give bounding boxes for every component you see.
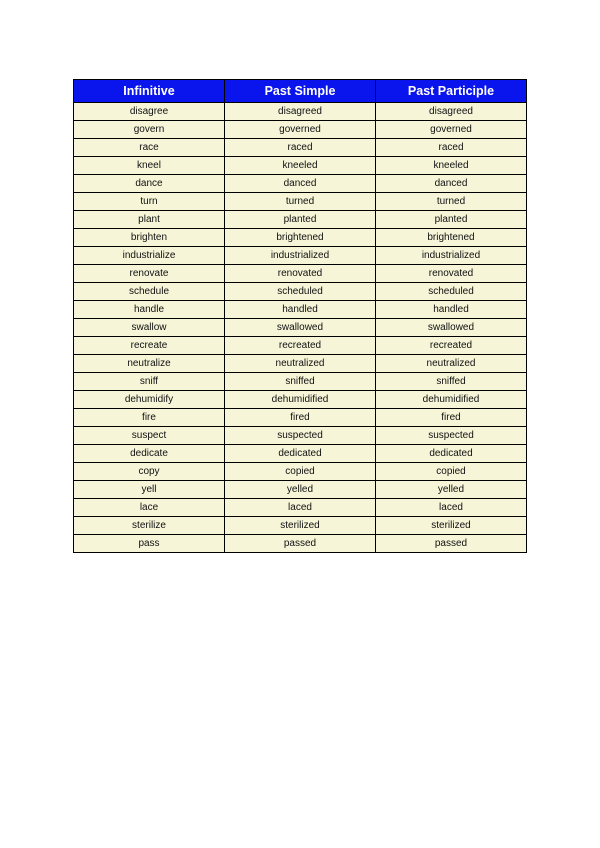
table-row bbox=[74, 373, 527, 391]
past-participle-cell: dedicated bbox=[376, 445, 527, 463]
infinitive-cell: dance bbox=[74, 175, 225, 193]
infinitive-cell: sniff bbox=[74, 373, 225, 391]
table-row bbox=[74, 337, 527, 355]
past-participle-cell: sterilized bbox=[376, 517, 527, 535]
past-simple-cell: raced bbox=[225, 139, 376, 157]
past-simple-cell: dedicated bbox=[225, 445, 376, 463]
past-simple-cell: laced bbox=[225, 499, 376, 517]
header-row bbox=[74, 80, 527, 103]
infinitive-cell: pass bbox=[74, 535, 225, 553]
infinitive-cell: brighten bbox=[74, 229, 225, 247]
table-row bbox=[74, 301, 527, 319]
table-row bbox=[74, 517, 527, 535]
infinitive-cell: dehumidify bbox=[74, 391, 225, 409]
past-simple-cell: industrialized bbox=[225, 247, 376, 265]
table-row bbox=[74, 265, 527, 283]
past-simple-cell: recreated bbox=[225, 337, 376, 355]
past-participle-cell: passed bbox=[376, 535, 527, 553]
past-participle-cell: kneeled bbox=[376, 157, 527, 175]
past-simple-cell: planted bbox=[225, 211, 376, 229]
past-participle-cell: handled bbox=[376, 301, 527, 319]
past-simple-cell: brightened bbox=[225, 229, 376, 247]
infinitive-cell: plant bbox=[74, 211, 225, 229]
past-participle-cell: industrialized bbox=[376, 247, 527, 265]
past-participle-cell: scheduled bbox=[376, 283, 527, 301]
table-row bbox=[74, 499, 527, 517]
infinitive-cell: kneel bbox=[74, 157, 225, 175]
infinitive-cell: yell bbox=[74, 481, 225, 499]
table-row bbox=[74, 193, 527, 211]
past-simple-cell: copied bbox=[225, 463, 376, 481]
past-simple-cell: sniffed bbox=[225, 373, 376, 391]
table-row bbox=[74, 229, 527, 247]
past-simple-cell: yelled bbox=[225, 481, 376, 499]
header-past-simple: Past Simple bbox=[225, 80, 376, 103]
past-participle-cell: dehumidified bbox=[376, 391, 527, 409]
table-row bbox=[74, 211, 527, 229]
infinitive-cell: copy bbox=[74, 463, 225, 481]
past-participle-cell: brightened bbox=[376, 229, 527, 247]
past-simple-cell: kneeled bbox=[225, 157, 376, 175]
table-row bbox=[74, 445, 527, 463]
past-participle-cell: danced bbox=[376, 175, 527, 193]
table-row bbox=[74, 139, 527, 157]
table-row bbox=[74, 121, 527, 139]
past-participle-cell: raced bbox=[376, 139, 527, 157]
table-row bbox=[74, 391, 527, 409]
past-participle-cell: sniffed bbox=[376, 373, 527, 391]
infinitive-cell: sterilize bbox=[74, 517, 225, 535]
past-participle-cell: recreated bbox=[376, 337, 527, 355]
past-simple-cell: suspected bbox=[225, 427, 376, 445]
infinitive-cell: schedule bbox=[74, 283, 225, 301]
past-participle-cell: copied bbox=[376, 463, 527, 481]
infinitive-cell: handle bbox=[74, 301, 225, 319]
verb-table bbox=[73, 79, 527, 553]
past-participle-cell: disagreed bbox=[376, 103, 527, 121]
infinitive-cell: fire bbox=[74, 409, 225, 427]
past-simple-cell: fired bbox=[225, 409, 376, 427]
header-infinitive: Infinitive bbox=[74, 80, 225, 103]
past-simple-cell: sterilized bbox=[225, 517, 376, 535]
past-simple-cell: passed bbox=[225, 535, 376, 553]
past-participle-cell: fired bbox=[376, 409, 527, 427]
past-participle-cell: swallowed bbox=[376, 319, 527, 337]
table-row bbox=[74, 409, 527, 427]
infinitive-cell: lace bbox=[74, 499, 225, 517]
table-row bbox=[74, 103, 527, 121]
table-row bbox=[74, 175, 527, 193]
table-row bbox=[74, 535, 527, 553]
table-row bbox=[74, 463, 527, 481]
table-row bbox=[74, 319, 527, 337]
infinitive-cell: race bbox=[74, 139, 225, 157]
table-row bbox=[74, 157, 527, 175]
header-past-participle: Past Participle bbox=[376, 80, 527, 103]
infinitive-cell: suspect bbox=[74, 427, 225, 445]
past-participle-cell: neutralized bbox=[376, 355, 527, 373]
past-simple-cell: turned bbox=[225, 193, 376, 211]
infinitive-cell: dedicate bbox=[74, 445, 225, 463]
past-participle-cell: suspected bbox=[376, 427, 527, 445]
past-participle-cell: laced bbox=[376, 499, 527, 517]
past-participle-cell: yelled bbox=[376, 481, 527, 499]
table-row bbox=[74, 355, 527, 373]
table-row bbox=[74, 283, 527, 301]
infinitive-cell: turn bbox=[74, 193, 225, 211]
infinitive-cell: renovate bbox=[74, 265, 225, 283]
infinitive-cell: recreate bbox=[74, 337, 225, 355]
infinitive-cell: industrialize bbox=[74, 247, 225, 265]
table-row bbox=[74, 247, 527, 265]
past-participle-cell: planted bbox=[376, 211, 527, 229]
past-simple-cell: handled bbox=[225, 301, 376, 319]
table-row bbox=[74, 427, 527, 445]
infinitive-cell: swallow bbox=[74, 319, 225, 337]
past-participle-cell: governed bbox=[376, 121, 527, 139]
table-row bbox=[74, 481, 527, 499]
past-simple-cell: swallowed bbox=[225, 319, 376, 337]
past-simple-cell: scheduled bbox=[225, 283, 376, 301]
past-participle-cell: renovated bbox=[376, 265, 527, 283]
past-participle-cell: turned bbox=[376, 193, 527, 211]
infinitive-cell: neutralize bbox=[74, 355, 225, 373]
past-simple-cell: danced bbox=[225, 175, 376, 193]
past-simple-cell: governed bbox=[225, 121, 376, 139]
past-simple-cell: neutralized bbox=[225, 355, 376, 373]
past-simple-cell: renovated bbox=[225, 265, 376, 283]
past-simple-cell: disagreed bbox=[225, 103, 376, 121]
infinitive-cell: govern bbox=[74, 121, 225, 139]
infinitive-cell: disagree bbox=[74, 103, 225, 121]
past-simple-cell: dehumidified bbox=[225, 391, 376, 409]
